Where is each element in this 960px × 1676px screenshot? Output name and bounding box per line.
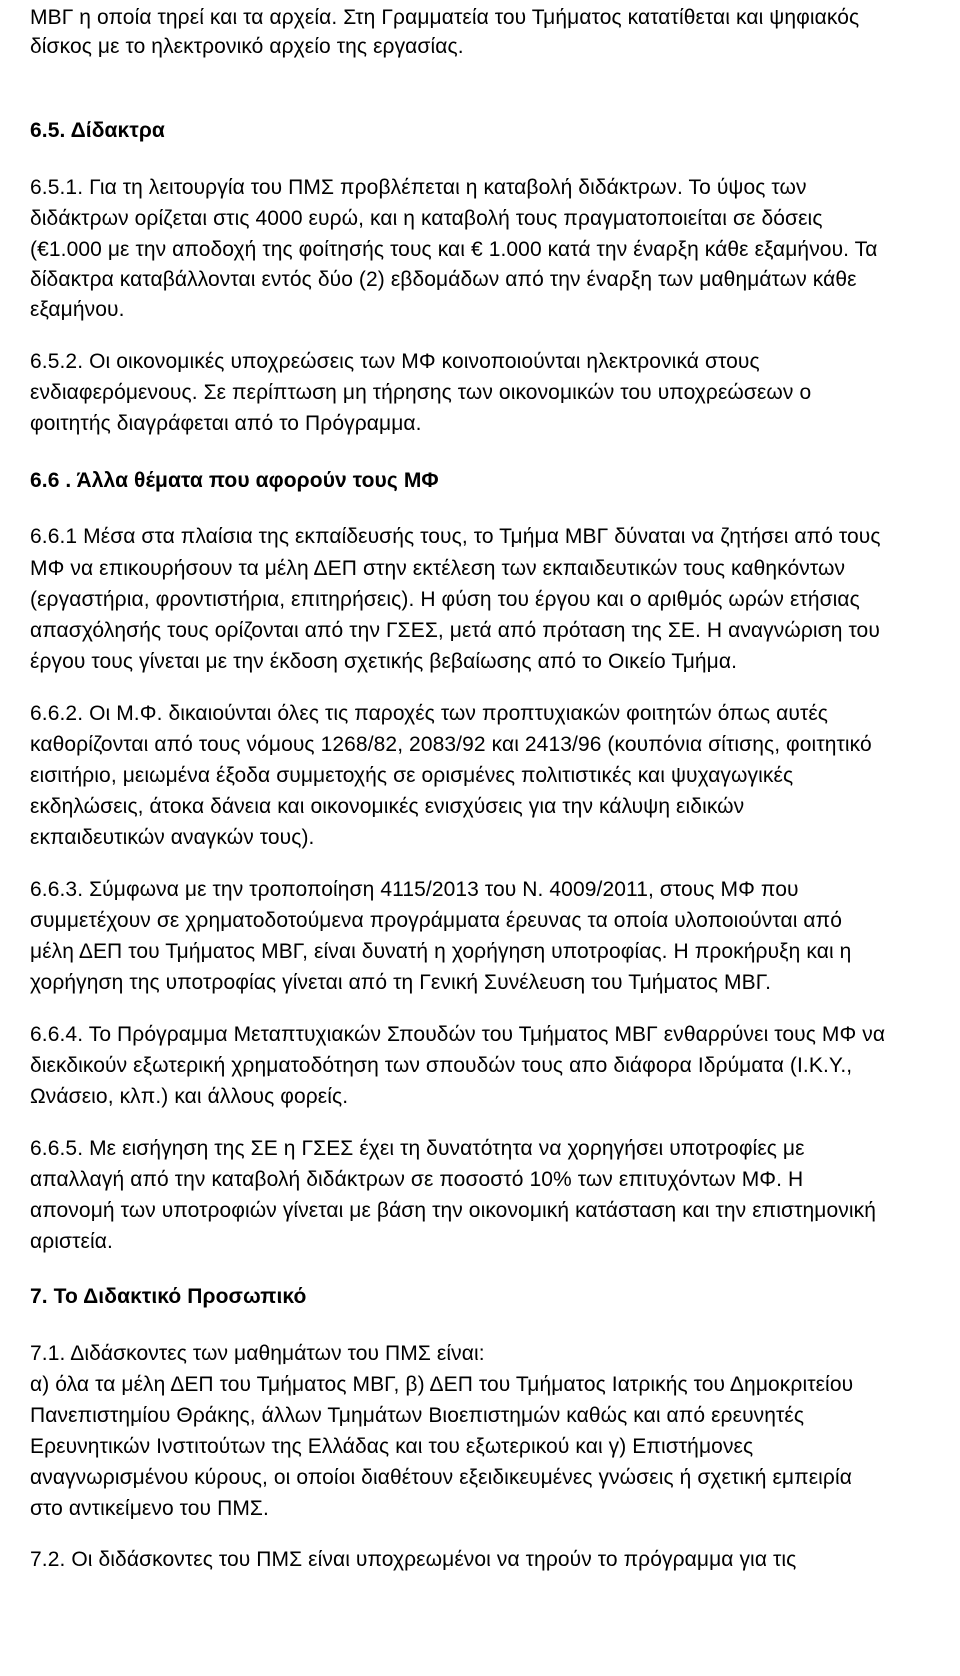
text-line: Πανεπιστημίου Θράκης, άλλων Τμημάτων Βιοεπιστημών καθώς και από ερευνητές — [30, 1404, 805, 1427]
text-line: έργου τους γίνεται με την έκδοση σχετικής βεβαίωσης από το Οικείο Τμήμα. — [30, 650, 738, 673]
text-line: εισιτήριο, μειωμένα έξοδα συμμετοχής σε ορισμένες πολιτιστικές και ψυχαγωγικές — [30, 764, 794, 787]
text-line: συμμετέχουν σε χρηματοδοτούμενα προγράμματα έρευνας τα οποία υλοποιούνται από — [30, 909, 843, 932]
text-line: καθορίζονται από τους νόμους 1268/82, 2083/92 και 2413/96 (κουπόνια σίτισης, φοιτητικό — [30, 733, 872, 756]
text-line: δίσκος με το ηλεκτρονικό αρχείο της εργασίας. — [30, 35, 464, 58]
text-line: απονομή των υποτροφιών γίνεται με βάση την οικονομική κατάσταση και την επιστημονική — [30, 1199, 876, 1222]
text-line: χορήγηση της υποτροφίας γίνεται από τη Γενική Συνέλευση του Τμήματος ΜΒΓ. — [30, 971, 772, 994]
section-heading-6-5: 6.5. Δίδακτρα — [30, 119, 165, 142]
text-line: εκδηλώσεις, άτοκα δάνεια και οικονομικές ενισχύσεις για την κάλυψη ειδικών — [30, 795, 745, 818]
text-line: 7.1. Διδάσκοντες των μαθημάτων του ΠΜΣ είναι: — [30, 1342, 485, 1365]
text-line: 6.6.3. Σύμφωνα με την τροποποίηση 4115/2013 του Ν. 4009/2011, στους ΜΦ που — [30, 878, 799, 901]
text-line: Ωνάσειο, κλπ.) και άλλους φορείς. — [30, 1085, 349, 1108]
text-line: απαλλαγή από την καταβολή διδάκτρων σε ποσοστό 10% των επιτυχόντων ΜΦ. Η — [30, 1168, 804, 1191]
text-line: (εργαστήρια, φροντιστήρια, επιτηρήσεις). Η φύση του έργου και ο αριθμός ωρών ετήσιας — [30, 588, 860, 611]
text-line: στο αντικείμενο του ΠΜΣ. — [30, 1497, 269, 1520]
text-line: Ερευνητικών Ινστιτούτων της Ελλάδας και του εξωτερικού και γ) Επιστήμονες — [30, 1435, 754, 1458]
text-line: 6.5.1. Για τη λειτουργία του ΠΜΣ προβλέπεται η καταβολή διδάκτρων. Το ύψος των — [30, 176, 807, 199]
text-line: 6.5.2. Οι οικονομικές υποχρεώσεις των ΜΦ κοινοποιούνται ηλεκτρονικά στους — [30, 350, 760, 373]
text-line: αριστεία. — [30, 1230, 113, 1253]
text-line: εξαμήνου. — [30, 298, 125, 321]
text-line: 6.6.4. Το Πρόγραμμα Μεταπτυχιακών Σπουδών του Τμήματος ΜΒΓ ενθαρρύνει τους ΜΦ να — [30, 1023, 886, 1046]
text-line: μέλη ΔΕΠ του Τμήματος ΜΒΓ, είναι δυνατή η χορήγηση υποτροφίας. Η προκήρυξη και η — [30, 940, 852, 963]
text-line: 6.6.5. Με εισήγηση της ΣΕ η ΓΣΕΣ έχει τη δυνατότητα να χορηγήσει υποτροφίες με — [30, 1137, 805, 1160]
text-line: ΜΦ να επικουρήσουν τα μέλη ΔΕΠ στην εκτέλεση των εκπαιδευτικών τους καθηκόντων — [30, 557, 846, 580]
text-line: (€1.000 με την αποδοχή της φοίτησής τους και € 1.000 κατά την έναρξη κάθε εξαμήνου. Τα — [30, 238, 878, 261]
text-line: ΜΒΓ η οποία τηρεί και τα αρχεία. Στη Γραμματεία του Τμήματος κατατίθεται και ψηφιακός — [30, 6, 860, 29]
text-line: ενδιαφερόμενους. Σε περίπτωση μη τήρησης των οικονομικών του υποχρεώσεων ο — [30, 381, 812, 404]
text-line: εκπαιδευτικών αναγκών τους). — [30, 826, 315, 849]
text-line: δίδακτρα καταβάλλονται εντός δύο (2) εβδομάδων από την έναρξη των μαθημάτων κάθε — [30, 268, 857, 291]
text-line: φοιτητής διαγράφεται από το Πρόγραμμα. — [30, 412, 422, 435]
section-heading-7: 7. Το Διδακτικό Προσωπικό — [30, 1285, 307, 1308]
text-line: 7.2. Οι διδάσκοντες του ΠΜΣ είναι υποχρεωμένοι να τηρούν το πρόγραμμα για τις — [30, 1548, 797, 1571]
text-line: διεκδικούν εξωτερική χρηματοδότηση των σπουδών τους απο διάφορα Ιδρύματα (Ι.Κ.Υ., — [30, 1054, 853, 1077]
text-line: διδάκτρων ορίζεται στις 4000 ευρώ, και η καταβολή τους πραγματοποιείται σε δόσεις — [30, 207, 823, 230]
section-heading-6-6: 6.6 . Άλλα θέματα που αφορούν τους ΜΦ — [30, 469, 439, 492]
text-line: αναγνωρισμένου κύρους, οι οποίοι διαθέτουν εξειδικευμένες γνώσεις ή σχετική εμπειρία — [30, 1466, 852, 1489]
text-line: α) όλα τα μέλη ΔΕΠ του Τμήματος ΜΒΓ, β) ΔΕΠ του Τμήματος Ιατρικής του Δημοκριτείου — [30, 1373, 854, 1396]
text-line: απασχόλησής τους ορίζονται από την ΓΣΕΣ, μετά από πρόταση της ΣΕ. Η αναγνώριση του — [30, 619, 880, 642]
text-line: 6.6.2. Οι Μ.Φ. δικαιούνται όλες τις παροχές των προπτυχιακών φοιτητών όπως αυτές — [30, 702, 829, 725]
text-line: 6.6.1 Μέσα στα πλαίσια της εκπαίδευσής τους, το Τμήμα ΜΒΓ δύναται να ζητήσει από τους — [30, 525, 881, 548]
